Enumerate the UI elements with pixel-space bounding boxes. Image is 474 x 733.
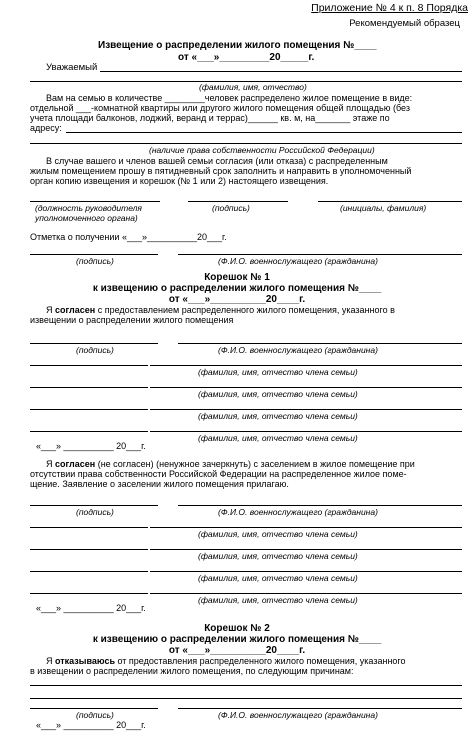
stub1-date-line: «___» __________ 20___г. <box>36 441 146 451</box>
stub1-signature-line[interactable] <box>30 343 158 344</box>
receipt-fio-caption: (Ф.И.О. военнослужащего (гражданина) <box>218 256 378 266</box>
family-line-3[interactable] <box>150 409 462 410</box>
family-sig-line-2[interactable] <box>30 387 148 388</box>
stub2-signature-line[interactable] <box>30 708 158 709</box>
address-line[interactable] <box>66 132 462 133</box>
family2-sig-line-1[interactable] <box>30 527 148 528</box>
signature-caption: (подпись) <box>212 203 250 213</box>
receipt-signature-caption: (подпись) <box>76 256 114 266</box>
stub1-date: от «___»__________20____г. <box>168 294 306 305</box>
consent-line-2: жилым помещением прошу в пятидневный срок заполнить и направить в уполномоченный <box>30 166 412 176</box>
receipt-mark: Отметка о получении «___»__________20___г. <box>30 232 227 242</box>
family2-sig-line-2[interactable] <box>30 549 148 550</box>
position-caption-1: (должность руководителя <box>35 203 142 213</box>
notice-body-line-2: отдельной ___-комнатной квартиры или другого жилого помещения общей площадью (без <box>30 103 410 113</box>
family2-line-1[interactable] <box>150 527 462 528</box>
stub1-settlement-line-3: щение. Заявление о заселении жилого помещения прилагаю. <box>30 479 289 489</box>
stub1-fio-caption-2: (Ф.И.О. военнослужащего (гражданина) <box>218 507 378 517</box>
stub1-date-line-2: «___» __________ 20___г. <box>36 603 146 613</box>
notice-title: Извещение о распределении жилого помещения №____ <box>98 40 377 51</box>
family2-caption-1: (фамилия, имя, отчество члена семьи) <box>198 529 358 539</box>
position-line[interactable] <box>30 201 160 202</box>
family-sig-line-4[interactable] <box>30 431 148 432</box>
family2-line-4[interactable] <box>150 593 462 594</box>
family2-caption-2: (фамилия, имя, отчество члена семьи) <box>198 551 358 561</box>
family2-line-2[interactable] <box>150 549 462 550</box>
refusal-reason-line-1[interactable] <box>30 685 462 686</box>
notice-date: от «___»_________20_____г. <box>178 52 315 63</box>
stub2-subtitle: к извещению о распределении жилого помещения №____ <box>92 634 382 645</box>
stub2-title: Корешок № 2 <box>204 623 270 634</box>
stub2-fio-line[interactable] <box>178 708 462 709</box>
stub1-consent-line-2: извещении о распределении жилого помещения <box>30 315 234 325</box>
stub2-signature-caption: (подпись) <box>76 710 114 720</box>
stub2-fio-caption: (Ф.И.О. военнослужащего (гражданина) <box>218 710 378 720</box>
refusal-reason-line-2[interactable] <box>30 698 462 699</box>
initials-caption: (инициалы, фамилия) <box>340 203 427 213</box>
stub2-date: от «___»__________20____г. <box>168 645 306 656</box>
receipt-signature-line[interactable] <box>30 254 158 255</box>
consent-line-3: орган копию извещения и корешок (№ 1 или 2) настоящего извещения. <box>30 176 329 186</box>
family-caption-3: (фамилия, имя, отчество члена семьи) <box>198 411 358 421</box>
signature-line[interactable] <box>188 201 288 202</box>
stub1-title: Корешок № 1 <box>204 272 270 283</box>
family-line-4[interactable] <box>150 431 462 432</box>
family2-sig-line-3[interactable] <box>30 571 148 572</box>
notice-body-line-4: адресу: <box>30 123 62 133</box>
stub1-consent-line-1: Я согласен с предоставлением распределенного жилого помещения, указанного в <box>46 305 395 315</box>
notice-body-line-1: Вам на семью в количестве ________человек распределено жилое помещение в виде: <box>46 93 413 103</box>
family-caption-1: (фамилия, имя, отчество члена семьи) <box>198 367 358 377</box>
sample-label: Рекомендуемый образец <box>349 18 460 29</box>
family-sig-line-3[interactable] <box>30 409 148 410</box>
family-line-2[interactable] <box>150 387 462 388</box>
stub1-signature-line-2[interactable] <box>30 505 158 506</box>
notice-body-line-3: учета площади балконов, лоджий, веранд и террас)______ кв. м, на_______ этаже по <box>30 113 390 123</box>
initials-line[interactable] <box>318 201 462 202</box>
family-sig-line-1[interactable] <box>30 365 148 366</box>
family2-line-3[interactable] <box>150 571 462 572</box>
family-caption-2: (фамилия, имя, отчество члена семьи) <box>198 389 358 399</box>
stub2-refusal-line-1: Я отказываюсь от предоставления распределенного жилого помещения, указанного <box>46 656 406 666</box>
recipient-name-line[interactable] <box>100 71 462 72</box>
greeting-label: Уважаемый <box>46 62 98 73</box>
ownership-caption: (наличие права собственности Российской Федерации) <box>149 145 375 155</box>
family2-caption-4: (фамилия, имя, отчество члена семьи) <box>198 595 358 605</box>
receipt-fio-line[interactable] <box>178 254 462 255</box>
stub1-fio-line[interactable] <box>178 343 462 344</box>
family2-sig-line-4[interactable] <box>30 593 148 594</box>
fio-caption: (фамилия, имя, отчество) <box>199 82 307 92</box>
position-caption-2: уполномоченного органа) <box>35 213 138 223</box>
stub1-settlement-line-1: Я согласен (не согласен) (ненужное зачеркнуть) с заселением в жилое помещение при <box>46 459 415 469</box>
family-caption-4: (фамилия, имя, отчество члена семьи) <box>198 433 358 443</box>
stub1-subtitle: к извещению о распределении жилого помещения №____ <box>92 283 382 294</box>
family2-caption-3: (фамилия, имя, отчество члена семьи) <box>198 573 358 583</box>
stub2-refusal-line-2: в извещении о распределении жилого помещения, по следующим причинам: <box>30 666 354 676</box>
ownership-line[interactable] <box>30 143 462 144</box>
stub1-fio-caption: (Ф.И.О. военнослужащего (гражданина) <box>218 345 378 355</box>
stub1-settlement-line-2: отсутствии права собственности Российской Федерации на распределенное жилое поме- <box>30 469 407 479</box>
stub1-signature-caption-2: (подпись) <box>76 507 114 517</box>
stub2-date-line: «___» __________ 20___г. <box>36 720 146 730</box>
consent-line-1: В случае вашего и членов вашей семьи согласия (или отказа) с распределенным <box>46 156 388 166</box>
family-line-1[interactable] <box>150 365 462 366</box>
stub1-signature-caption: (подпись) <box>76 345 114 355</box>
appendix-reference: Приложение № 4 к п. 8 Порядка <box>311 2 468 14</box>
stub1-fio-line-2[interactable] <box>178 505 462 506</box>
